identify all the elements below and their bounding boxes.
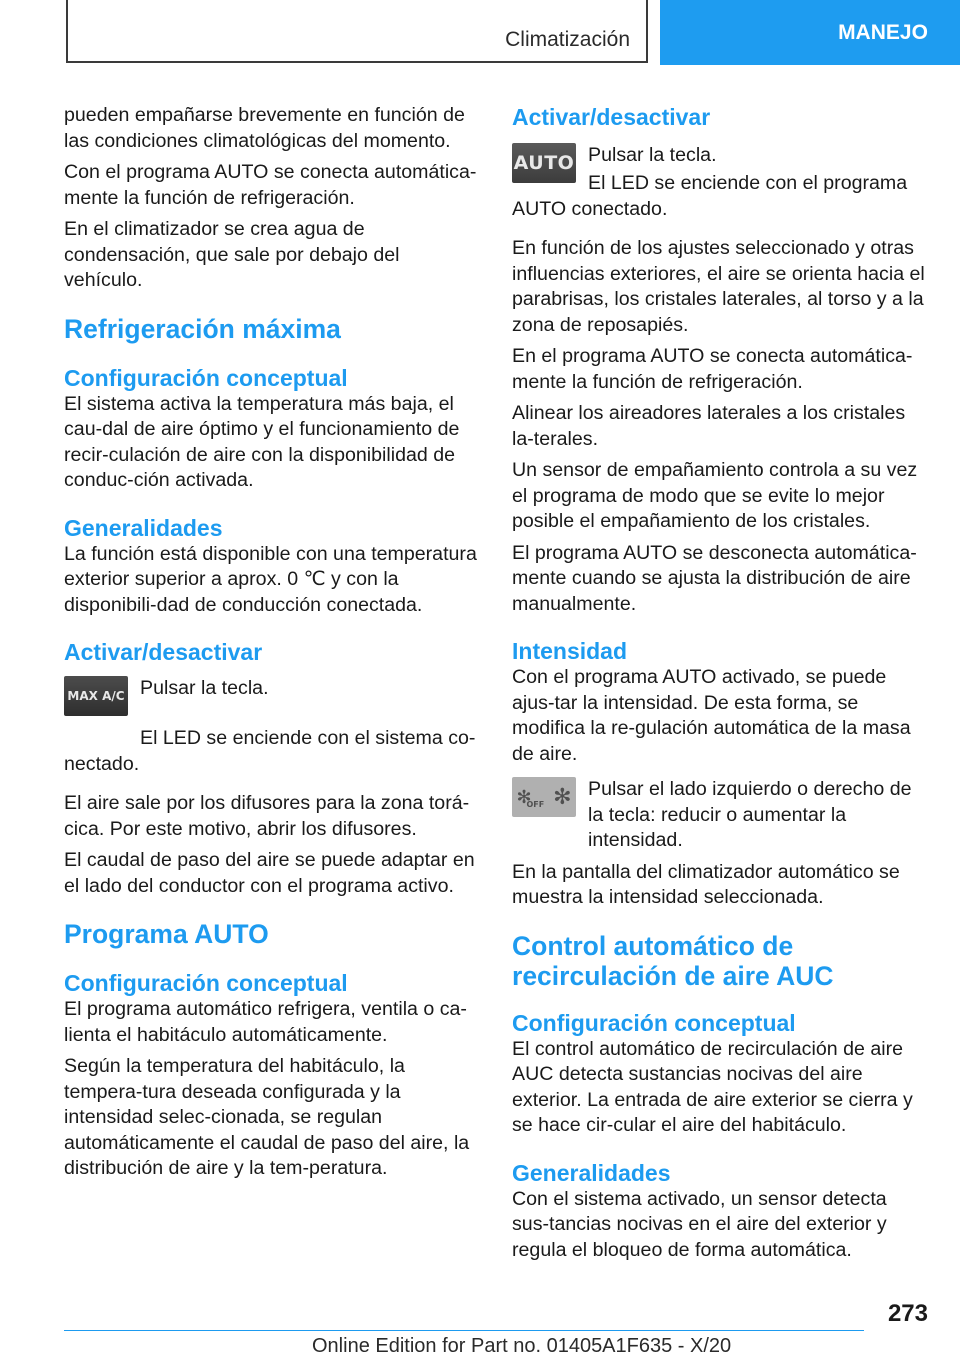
heading-intensity: Intensidad xyxy=(512,638,628,664)
heading-concept: Configuración conceptual xyxy=(512,1009,796,1036)
paragraph xyxy=(64,726,480,777)
key-instruction xyxy=(512,143,928,193)
key-instruction xyxy=(64,676,480,726)
auto-key-icon: AUTO xyxy=(512,143,576,183)
footer-divider xyxy=(64,1330,864,1331)
paragraph: El caudal de paso del aire se puede adaptar en el lado del conductor con el programa activo. xyxy=(64,849,475,897)
instruction: Pulsar la tecla. xyxy=(140,677,269,699)
paragraph: Según la temperatura del habitáculo, la tempera-tura deseada configurada y la intensidad selec-cionada, se regulan automáticamente el caudal de paso del aire, la distribución de aire y la tem-peratura. xyxy=(64,1055,470,1179)
heading-general: Generalidades xyxy=(64,514,223,541)
heading-auto-program: Programa AUTO xyxy=(64,919,269,949)
led-note: El LED se enciende con el sistema co-nectado. xyxy=(64,727,476,775)
fan-off-label: OFF xyxy=(526,799,545,809)
section-title: Climatización xyxy=(505,28,630,51)
fan-key-icon xyxy=(512,777,576,817)
paragraph: La función está disponible con una temperatura exterior superior a aprox. 0 ℃ y con la disponibili-dad de conducción conectada. xyxy=(64,542,477,616)
instruction: Pulsar el lado izquierdo o derecho de la tecla: reducir o aumentar la intensidad. xyxy=(588,778,912,851)
paragraph: Alinear los aireadores laterales a los cristales la-terales. xyxy=(512,402,906,450)
heading-on-off: Activar/desactivar xyxy=(64,639,263,665)
right-column xyxy=(512,103,928,1269)
page-number: 273 xyxy=(887,1300,928,1327)
left-column xyxy=(64,103,480,1188)
heading-max-cooling: Refrigeración máxima xyxy=(64,313,341,344)
fan-icon: ✻ xyxy=(516,786,532,808)
led-note: El LED se enciende con el programa AUTO conectado. xyxy=(512,172,908,220)
paragraph: Un sensor de empañamiento controla a su vez el programa de modo que se evite lo mejor posible el empañamiento de los cristales. xyxy=(512,459,918,532)
heading-general: Generalidades xyxy=(512,1159,671,1186)
key-instruction xyxy=(512,777,928,854)
paragraph: El control automático de recirculación de aire AUC detecta sustancias nocivas del aire exterior. La entrada de aire exterior se cierra y se hace cir-cular el aire del habitáculo. xyxy=(512,1037,913,1136)
heading-concept: Configuración conceptual xyxy=(64,970,348,996)
paragraph: En el climatizador se crea agua de condensación, que sale por debajo del vehículo. xyxy=(64,218,400,291)
paragraph: El programa AUTO se desconecta automática-mente cuando se ajusta la distribución de aire manualmente. xyxy=(512,541,917,615)
paragraph: Con el sistema activado, un sensor detecta sus-tancias nocivas en el aire del exterior y regula el bloqueo de forma automática. xyxy=(512,1187,887,1261)
paragraph: Con el programa AUTO se conecta automática-mente la función de refrigeración. xyxy=(64,161,477,209)
paragraph: Con el programa AUTO activado, se puede ajus-tar la intensidad. De esta forma, se modifica la re-gulación automática de la masa de aire. xyxy=(512,666,911,765)
paragraph: pueden empañarse brevemente en función de las condiciones climatológicas del momento. xyxy=(64,104,465,152)
paragraph: En función de los ajustes seleccionado y otras influencias exteriores, el aire se orienta hacia el parabrisas, los cristales laterales, al torso y a la zona de reposapiés. xyxy=(512,237,925,336)
max-ac-key-icon: MAX A/C xyxy=(64,676,128,716)
paragraph: El aire sale por los difusores para la zona torá-cica. Por este motivo, abrir los difusores. xyxy=(64,792,470,840)
paragraph: En la pantalla del climatizador automático se muestra la intensidad seleccionada. xyxy=(512,860,900,908)
heading-auc: Control automático de recirculación de aire AUC xyxy=(512,930,834,991)
edition-note: Online Edition for Part no. 01405A1F635 - X/20 xyxy=(312,1335,732,1357)
heading-concept: Configuración conceptual xyxy=(64,364,348,391)
fan-icon: ✻ xyxy=(553,784,572,810)
instruction: Pulsar la tecla. xyxy=(588,144,717,166)
paragraph: El sistema activa la temperatura más baja, el cau-dal de aire óptimo y el funcionamiento de recir-culación de aire con la disponibilidad de conduc-ción activada. xyxy=(64,392,460,491)
heading-on-off: Activar/desactivar xyxy=(512,104,711,130)
paragraph: El programa automático refrigera, ventila o ca-lienta el habitáculo automáticamente. xyxy=(64,998,467,1046)
chapter-tab[interactable]: MANEJO xyxy=(660,0,960,65)
paragraph: En el programa AUTO se conecta automática-mente la función de refrigeración. xyxy=(512,345,913,393)
